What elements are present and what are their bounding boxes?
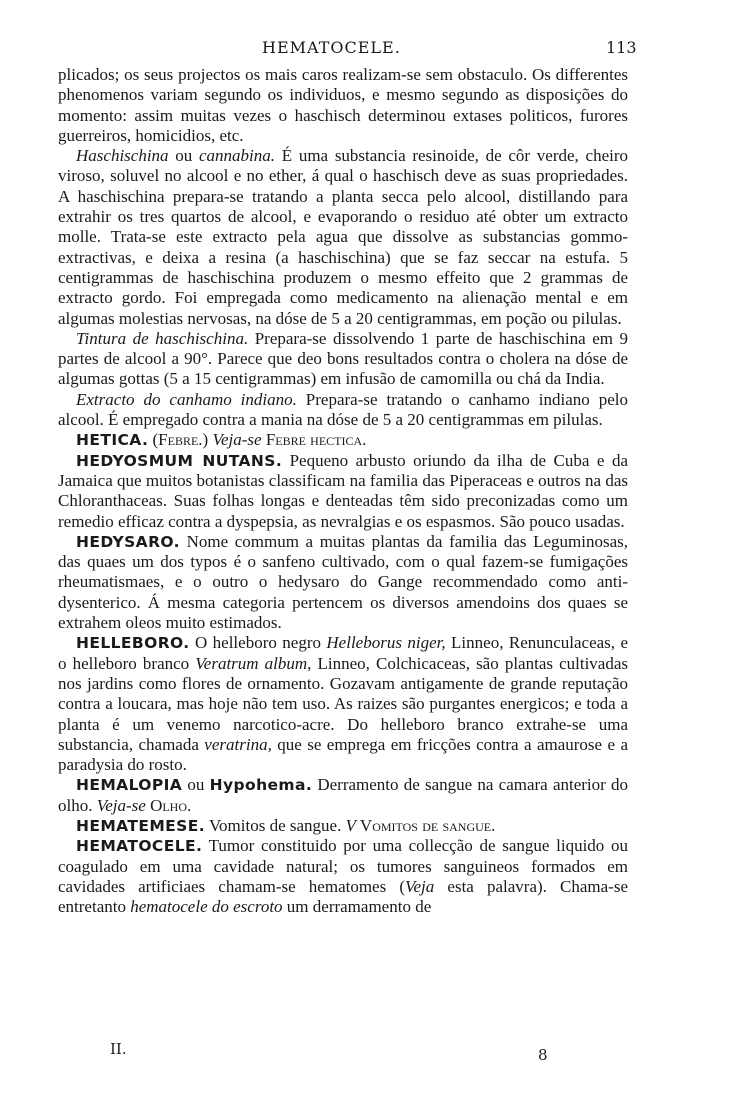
page-header [0, 30, 747, 60]
page-text [58, 65, 628, 917]
signature-mark: 8 [538, 1046, 548, 1064]
headword: HETICA. [76, 431, 149, 450]
entry-hematocele [58, 836, 628, 917]
entry-helleboro [58, 633, 628, 775]
running-title: HEMATOCELE. [262, 38, 401, 57]
subentry-term: Tintura de haschischina. [76, 328, 249, 348]
substance-name: veratrina, [204, 734, 272, 754]
headword: HEMATEMESE. [76, 816, 205, 835]
headword: HELLEBORO. [76, 634, 190, 653]
entry-text: que se emprega em fricções contra a amaurose e a paradysia do rosto. [58, 734, 628, 775]
subentry-text: É uma substancia resinoide, de côr verde, cheiro viroso, soluvel no alcool e no ether, á qual o haschisch deve as suas propriedades. A haschischina prepara-se tratando a planta secca pelo alcool, distillando para extrahir os tres quartos de alcool, e evaporando o residuo até obter um extracto molle. Trata-se este extracto pela agua que dissolve as substancias gommo-extractivas, e deixa a resina (a haschischina) que se faz seccar na estufa. 5 centigrammas de haschischina produzem o mesmo effeito que 2 grammas de extracto gordo. Foi empregada como medicamento na alienação mental e em algumas molestias nervosas, na dóse de 5 a 20 centigrammas, em poção ou pilulas. [58, 146, 629, 328]
see-also: Veja [405, 876, 435, 896]
volume-mark: II. [110, 1040, 127, 1058]
entry-text: Pequeno arbusto oriundo da ilha de Cuba e da Jamaica que muitos botanistas classificam na familia das Piperaceas e outros na das Chloranthaceas. Suas folhas longas e denteadas têm sido preconizadas como um remedio efficaz contra a dyspepsia, as nevralgias e os espasmos. São pouco usadas. [58, 450, 628, 531]
entry-hematemese [58, 816, 628, 836]
punct: .) [198, 430, 213, 450]
subentry-tintura [58, 329, 628, 390]
entry-text: Linneo, Colchicaceas, são plantas cultivadas nos jardins como flores de ornamento. Gozavam antigamente de grande reputação contra a loucara, mas hoje não tem uso. As raizes são purgantes energicos; e toda a planta é um venemo narcotico-acre. Do helleboro branco extrahe-se uma substancia, chamada [58, 653, 629, 754]
subentry-extracto [58, 390, 628, 431]
subentry-term-alt: cannabina. [198, 146, 276, 166]
crossref: Vomitos de sangue. [355, 815, 496, 835]
page-footer [0, 1040, 747, 1064]
entry-text: O helleboro negro [189, 633, 327, 653]
species-name: Veratrum album, [195, 653, 312, 673]
entry-hemalopia [58, 775, 628, 816]
entry-text: Linneo, Renunculaceas, e o helleboro branco [58, 633, 629, 673]
subentry-term: Haschischina [76, 146, 169, 166]
entry-text: Tumor constituido por uma collecção de sangue liquido ou coagulado em uma cavidade natural; os tumores sanguineos formados em cavidades artificiaes chamam-se hematomes ( [58, 836, 628, 896]
crossref-term: Febre [158, 430, 199, 450]
species-name: Helleborus niger, [326, 633, 446, 653]
entry-hetica [58, 430, 628, 450]
see-also: V [345, 815, 356, 835]
connector-ou: ou [182, 775, 210, 795]
term-italic: hematocele do escroto [130, 897, 283, 917]
subentry-term: Extracto do canhamo indiano. [76, 389, 297, 409]
crossref: Febre hectica. [261, 430, 367, 450]
page-number: 113 [606, 38, 637, 57]
headword-alt: Hypohema. [209, 776, 313, 795]
see-also: Veja-se [212, 430, 262, 450]
entry-text: Vomitos de sangue. [205, 815, 346, 835]
paragraph-continuation: plicados; os seus projectos os mais caros realizam-se sem obstaculo. Os differentes phenomenos variam segundo os individuos, e mesmo segundo as disposições do momento: assim muitas vezes o haschisch determinou extases politicos, furores guerreiros, homicidios, etc. [58, 65, 628, 145]
entry-hedyosmum [58, 451, 628, 532]
connector-ou: ou [168, 146, 199, 166]
headword: HEMATOCELE. [76, 837, 203, 856]
crossref: Olho. [145, 795, 192, 815]
entry-text: esta palavra). Chama-se entretanto [58, 876, 628, 917]
headword: HEDYOSMUM NUTANS. [76, 451, 283, 470]
entry-text: Nome commum a muitas plantas da familia das Leguminosas, das quaes um dos typos é o sanfeno cultivado, com o qual fazem-se fumigações rheumatismaes, e o outro o hedysaro do Gange recommendado como anti-dysenterico. Á mesma categoria pertencem os diversos amendoins dos quaes se extrahem oleos muito estimados. [58, 531, 628, 633]
see-also: Veja-se [96, 795, 146, 815]
entry-text: um derramamento de [282, 897, 432, 917]
headword: HEMALOPIA [76, 776, 183, 795]
entry-hedysaro [58, 532, 628, 633]
headword: HEDYSARO. [76, 532, 180, 551]
punct: ( [148, 430, 159, 450]
entry-text: Derramento de sangue na camara anterior do olho. [58, 775, 629, 815]
subentry-text: Prepara-se tratando o canhamo indiano pelo alcool. É empregado contra a mania na dóse de 5 a 20 centigrammas em pilulas. [58, 389, 628, 430]
subentry-haschischina [58, 146, 628, 329]
subentry-text: Prepara-se dissolvendo 1 parte de haschischina em 9 partes de alcool a 90°. Parece que deo bons resultados contra o cholera na dóse de algumas gottas (5 a 15 centigrammas) em infusão de camomilla ou chá da India. [58, 328, 628, 389]
